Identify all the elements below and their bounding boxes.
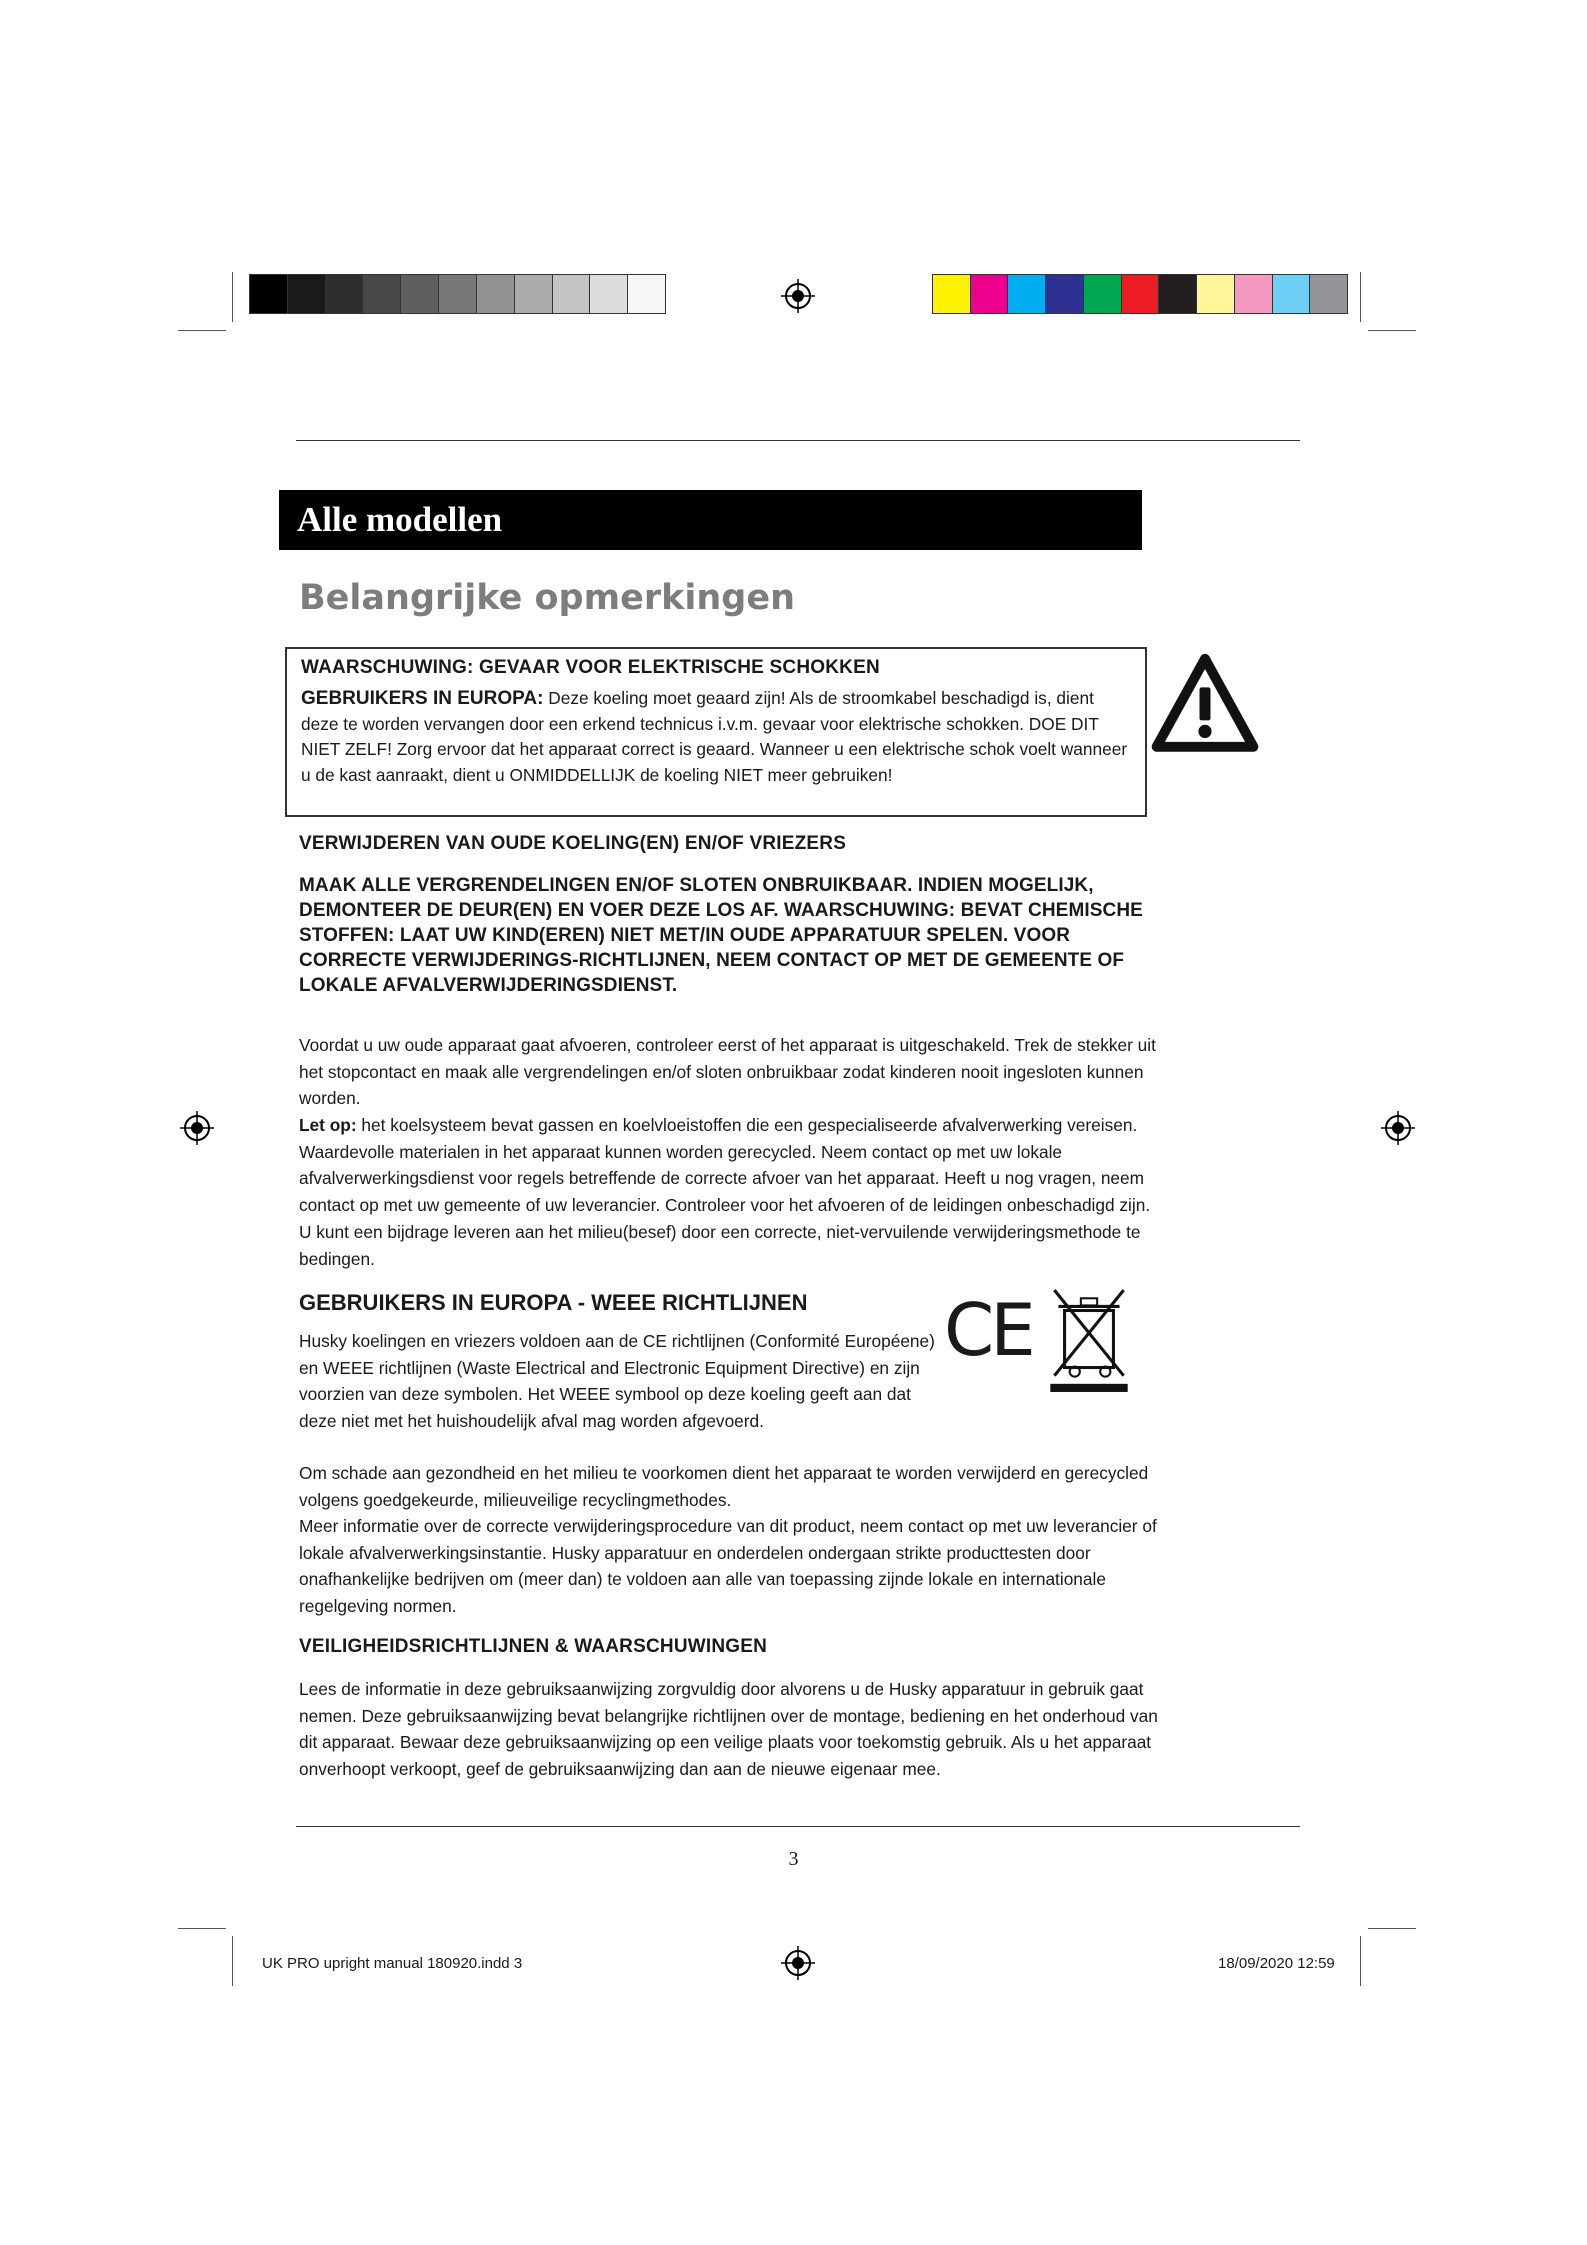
- note-text: het koelsysteem bevat gassen en koelvloeistoffen die een gespecialiseerde afvalverwerking vereisen. Waardevolle materialen in het apparaat kunnen worden gerecycled. Neem contact op met uw lokale afvalverwerkingsdienst voor regels betreffende de correcte afvoer van het apparaat. Heeft u nog vragen, neem contact op met uw gemeente of uw leverancier. Controleer voor het afvoeren of de leidingen onbeschadigd zijn. U kunt een bijdrage leveren aan het milieu(besef) door een correcte, niet-vervuilende verwijderingsmethode te bedingen.: [299, 1115, 1151, 1269]
- crop-mark: [1360, 1936, 1361, 1986]
- warning-lead: GEBRUIKERS IN EUROPA:: [301, 688, 544, 709]
- page-subtitle: Belangrijke opmerkingen: [299, 578, 795, 618]
- warning-triangle-icon: [1150, 650, 1260, 760]
- weee-bin-icon: [1048, 1282, 1130, 1394]
- registration-mark-icon: [781, 279, 815, 313]
- disposal-note: [299, 1112, 1161, 1272]
- weee-paragraph-2: Om schade aan gezondheid en het milieu te voorkomen dient het apparaat te worden verwijderd en gerecycled volgens goedgekeurde, milieuveilige recyclingmethodes.: [299, 1463, 1149, 1510]
- crop-mark: [178, 1928, 226, 1929]
- color-swatch: [515, 275, 553, 313]
- color-swatch: [288, 275, 326, 313]
- warning-box: [285, 647, 1147, 817]
- crop-mark: [1368, 1928, 1416, 1929]
- color-swatch: [971, 275, 1009, 313]
- top-rule: [296, 440, 1300, 441]
- ce-mark-icon: CE: [944, 1288, 1032, 1372]
- disposal-paragraph: Voordat u uw oude apparaat gaat afvoeren, controleer eerst of het apparaat is uitgeschakeld. Trek de stekker uit het stopcontact en maak alle vergrendelingen en/of sloten onbruikbaar zodat kinderen nooit ingesloten kunnen worden.: [299, 1035, 1156, 1109]
- color-swatch: [1008, 275, 1046, 313]
- registration-mark-icon: [1381, 1111, 1415, 1145]
- color-swatch: [439, 275, 477, 313]
- slug-datetime: 18/09/2020 12:59: [1218, 1955, 1335, 1972]
- color-swatch: [1046, 275, 1084, 313]
- bottom-rule: [296, 1826, 1300, 1827]
- warning-text: [301, 686, 1131, 788]
- disposal-title: VERWIJDEREN VAN OUDE KOELING(EN) EN/OF VRIEZERS: [299, 833, 847, 854]
- registration-mark-icon: [180, 1111, 214, 1145]
- crop-mark: [232, 272, 233, 322]
- color-swatch: [326, 275, 364, 313]
- color-swatch: [933, 275, 971, 313]
- section-banner: Alle modellen: [279, 490, 1142, 550]
- disposal-warning-caps: MAAK ALLE VERGRENDELINGEN EN/OF SLOTEN ONBRUIKBAAR. INDIEN MOGELIJK, DEMONTEER DE DEUR(EN) EN VOER DEZE LOS AF. WAARSCHUWING: BEVAT CHEMISCHE STOFFEN: LAAT UW KIND(EREN) NIET MET/IN OUDE APPARATUUR SPELEN. VOOR CORRECTE VERWIJDERINGS-RICHTLIJNEN, NEEM CONTACT OP MET DE GEMEENTE OF LOKALE AFVALVERWIJDERINGSDIENST.: [299, 875, 1143, 996]
- process-color-bar: [932, 274, 1348, 314]
- color-swatch: [477, 275, 515, 313]
- color-swatch: [1122, 275, 1160, 313]
- color-swatch: [401, 275, 439, 313]
- color-swatch: [1084, 275, 1122, 313]
- color-swatch: [553, 275, 591, 313]
- color-swatch: [250, 275, 288, 313]
- note-lead: Let op:: [299, 1115, 357, 1135]
- crop-mark: [1360, 272, 1361, 322]
- crop-mark: [178, 330, 226, 331]
- weee-title: GEBRUIKERS IN EUROPA - WEEE RICHTLIJNEN: [299, 1290, 808, 1315]
- safety-title: VEILIGHEIDSRICHTLIJNEN & WAARSCHUWINGEN: [299, 1636, 768, 1657]
- grayscale-color-bar: [249, 274, 666, 314]
- slug-filename: UK PRO upright manual 180920.indd 3: [262, 1955, 523, 1972]
- safety-text: Lees de informatie in deze gebruiksaanwijzing zorgvuldig door alvorens u de Husky apparatuur in gebruik gaat nemen. Deze gebruiksaanwijzing bevat belangrijke richtlijnen over de montage, bediening en het onderhoud van dit apparaat. Bewaar deze gebruiksaanwijzing op een veilige plaats voor toekomstig gebruik. Als u het apparaat onverhoopt verkoopt, geef de gebruiksaanwijzing dan aan de nieuwe eigenaar mee.: [299, 1679, 1158, 1780]
- weee-intro: Husky koelingen en vriezers voldoen aan de CE richtlijnen (Conformité Européene) en WEEE richtlijnen (Waste Electrical and Electronic Equipment Directive) en zijn voorzien van deze symbolen. Het WEEE symbool op deze koeling geeft aan dat deze niet met het huishoudelijk afval mag worden afgevoerd.: [299, 1331, 935, 1432]
- color-swatch: [1235, 275, 1273, 313]
- registration-mark-icon: [781, 1946, 815, 1980]
- page-number: 3: [788, 1848, 799, 1870]
- color-swatch: [1273, 275, 1311, 313]
- color-swatch: [590, 275, 628, 313]
- crop-mark: [1368, 330, 1416, 331]
- weee-paragraph-3: Meer informatie over de correcte verwijderingsprocedure van dit product, neem contact op met uw leverancier of lokale afvalverwerkingsinstantie. Husky apparatuur en onderdelen ondergaan strikte producttesten door onafhankelijke bedrijven om (meer dan) te voldoen aan alle van toepassing zijnde lokale en internationale regelgeving normen.: [299, 1516, 1157, 1617]
- color-swatch: [628, 275, 665, 313]
- color-swatch: [1310, 275, 1347, 313]
- color-swatch: [363, 275, 401, 313]
- warning-body: Deze koeling moet geaard zijn! Als de stroomkabel beschadigd is, dient deze te worden vervangen door een erkend technicus i.v.m. gevaar voor elektrische schokken. DOE DIT NIET ZELF! Zorg ervoor dat het apparaat correct is geaard. Wanneer u een elektrische schok voelt wanneer u de kast aanraakt, dient u ONMIDDELLIJK de koeling NIET meer gebruiken!: [301, 688, 1128, 785]
- crop-mark: [232, 1936, 233, 1986]
- color-swatch: [1159, 275, 1197, 313]
- warning-title: WAARSCHUWING: GEVAAR VOOR ELEKTRISCHE SCHOKKEN: [301, 657, 880, 678]
- color-swatch: [1197, 275, 1235, 313]
